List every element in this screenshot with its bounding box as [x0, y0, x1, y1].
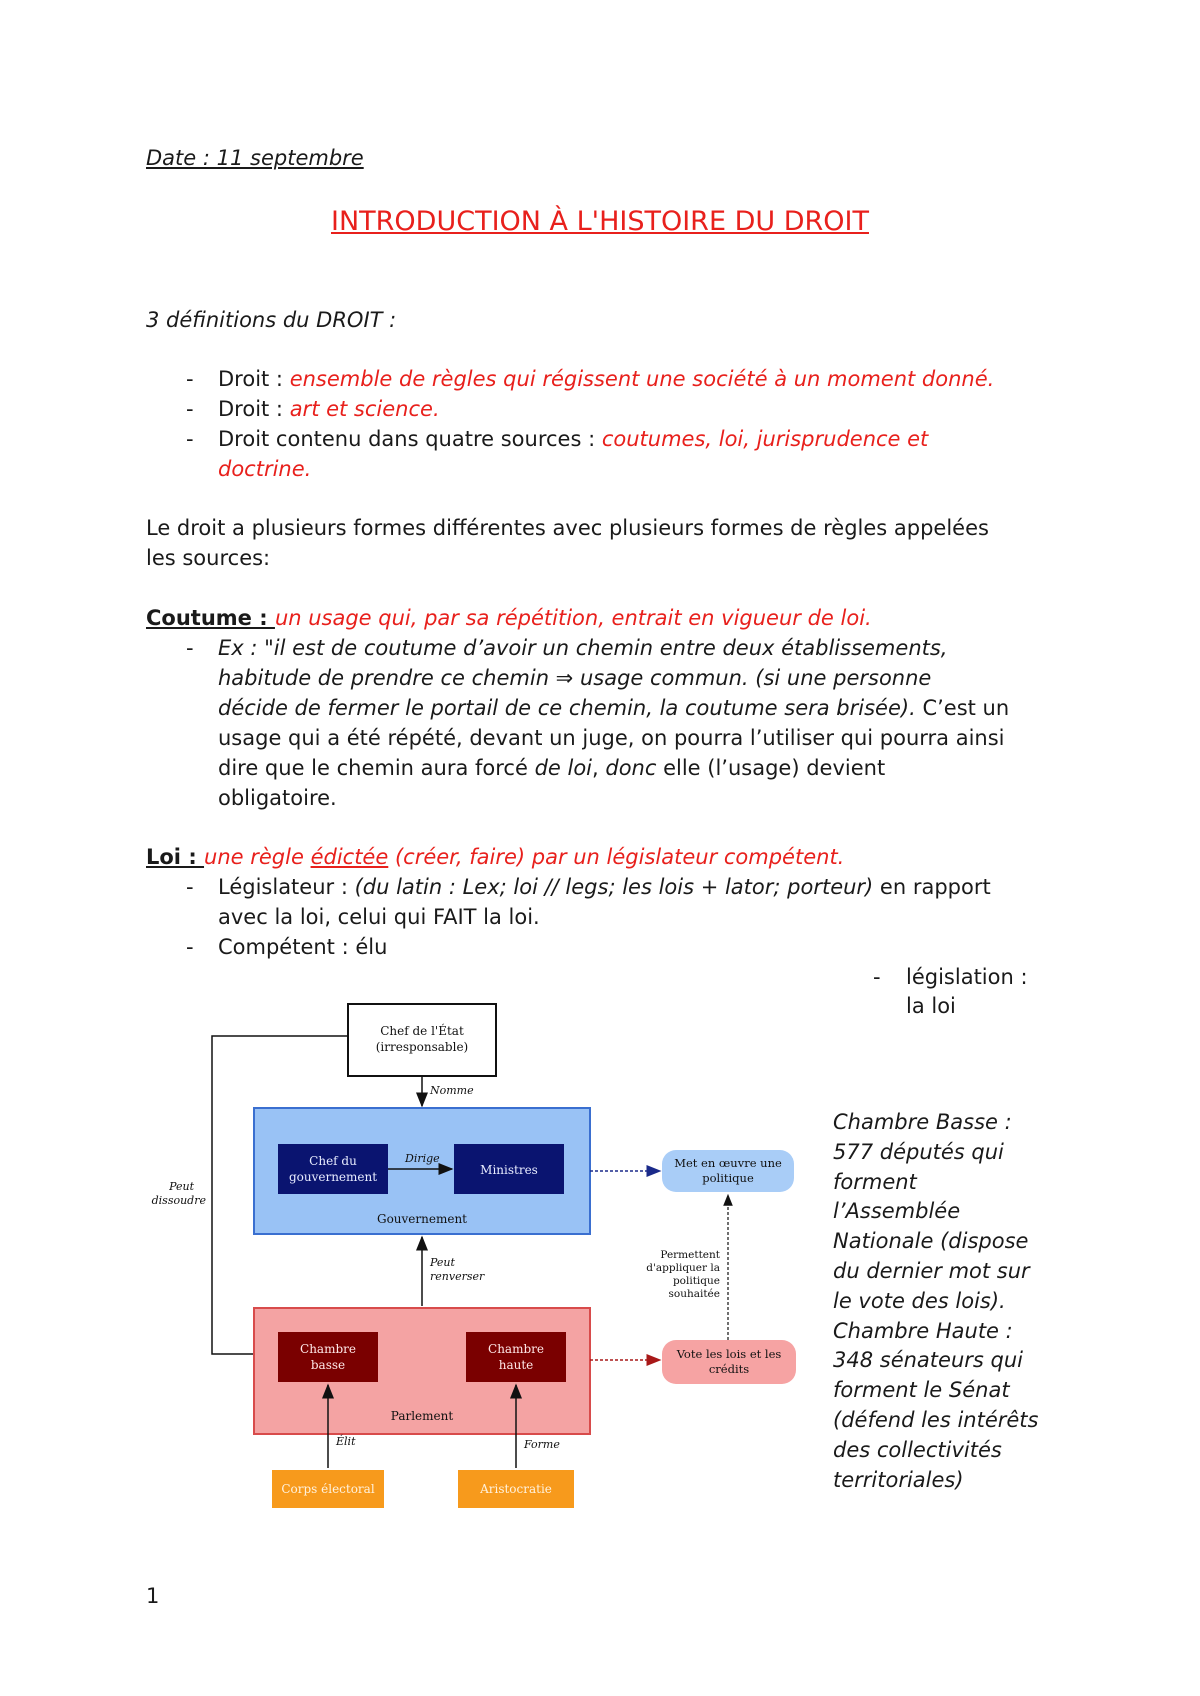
bullet-dash: - — [186, 367, 194, 391]
ministres-label: Ministres — [480, 1163, 538, 1177]
forme-label: Forme — [524, 1438, 560, 1451]
aristocratie-label: Aristocratie — [480, 1482, 552, 1496]
chambre-basse-label: Chambre — [300, 1342, 356, 1356]
chef-etat-label: (irresponsable) — [375, 1040, 469, 1054]
gouvernement-label: Gouvernement — [376, 1212, 468, 1226]
coutume-example-5: dire que le chemin aura forcé de loi, donc elle (l’usage) devient — [218, 756, 886, 780]
bullet-dash: - — [186, 875, 194, 899]
date-line: Date : 11 septembre — [146, 146, 364, 170]
permettent-label: Permettent — [660, 1249, 720, 1261]
peut-renverser-label: Peut — [430, 1256, 455, 1269]
bullet-dash: - — [873, 965, 881, 989]
intro-line-2: les sources: — [146, 546, 271, 570]
bullet-dash: - — [186, 935, 194, 959]
legislateur-item: Législateur : (du latin : Lex; loi // legs; les lois + lator; porteur) en rapport — [218, 875, 991, 899]
definition-item-1: Droit : ensemble de règles qui régissent une société à un moment donné. — [218, 367, 995, 391]
chambre-basse-box — [278, 1332, 378, 1382]
bullet-dash: - — [186, 397, 194, 421]
definition-item-3: Droit contenu dans quatre sources : coutumes, loi, jurisprudence et — [218, 427, 929, 451]
nomme-label: Nomme — [430, 1084, 474, 1097]
page-number: 1 — [146, 1584, 160, 1608]
legislation-item: législation : — [906, 965, 1028, 989]
chambre-basse-label: basse — [310, 1358, 346, 1372]
met-en-oeuvre-label: Met en œuvre une — [674, 1156, 782, 1170]
coutume-example-6: obligatoire. — [218, 786, 337, 810]
permettent-label: d'appliquer la — [646, 1262, 720, 1274]
chef-gouvernement-label: gouvernement — [288, 1170, 378, 1184]
met-en-oeuvre-label: politique — [702, 1171, 754, 1185]
intro-line-1: Le droit a plusieurs formes différentes avec plusieurs formes de règles appelées — [146, 516, 989, 540]
legislation-item-cont: la loi — [906, 994, 956, 1018]
corps-electoral-label: Corps électoral — [281, 1482, 375, 1496]
definition-item-2: Droit : art et science. — [218, 397, 440, 421]
peut-renverser-label: renverser — [430, 1270, 485, 1283]
dirige-label: Dirige — [405, 1152, 440, 1165]
vote-label: Vote les lois et les — [676, 1347, 782, 1361]
coutume-example-3: décide de fermer le portail de ce chemin, la coutume sera brisée). C’est un — [218, 696, 1010, 720]
chef-etat-label: Chef de l'État — [380, 1024, 464, 1038]
parlement-label: Parlement — [390, 1409, 454, 1423]
chambre-haute-box — [466, 1332, 566, 1382]
bullet-dash: - — [186, 427, 194, 451]
peut-dissoudre-label: dissoudre — [151, 1194, 206, 1207]
chambres-side-note: Chambre Basse : 577 députés qui forment l’Assemblée Nationale (dispose du dernier mot sur le vote des lois). Chambre Haute : 348 sénateurs qui forment le Sénat (défend les intérêts des collectivités territoriales) — [833, 1110, 1039, 1492]
coutume-example-2: habitude de prendre ce chemin ⇒ usage commun. (si une personne — [218, 666, 932, 690]
definitions-heading: 3 définitions du DROIT : — [146, 308, 397, 332]
peut-dissoudre-label: Peut — [169, 1180, 194, 1193]
definition-item-3-cont: doctrine. — [218, 457, 312, 481]
vote-label: crédits — [708, 1362, 750, 1376]
chambre-haute-label: haute — [498, 1358, 534, 1372]
chef-gouvernement-box — [278, 1144, 388, 1194]
permettent-label: politique — [672, 1275, 720, 1287]
permettent-label: souhaitée — [668, 1288, 720, 1300]
chef-gouvernement-label: Chef du — [309, 1154, 357, 1168]
loi-heading: Loi : une règle édictée (créer, faire) par un législateur compétent. — [146, 845, 845, 869]
coutume-heading: Coutume : un usage qui, par sa répétition, entrait en vigueur de loi. — [146, 606, 872, 630]
coutume-example-1: Ex : "il est de coutume d’avoir un chemin entre deux établissements, — [218, 636, 948, 660]
institutions-diagram — [140, 990, 820, 1520]
legislateur-item-cont: avec la loi, celui qui FAIT la loi. — [218, 905, 540, 929]
elit-label: Élit — [336, 1435, 356, 1448]
coutume-example-4: usage qui a été répété, devant un juge, on pourra l’utiliser qui pourra ainsi — [218, 726, 1005, 750]
competent-item: Compétent : élu — [218, 935, 388, 959]
chambre-haute-label: Chambre — [488, 1342, 544, 1356]
page-title: INTRODUCTION À L'HISTOIRE DU DROIT — [331, 206, 869, 237]
bullet-dash: - — [186, 636, 194, 660]
